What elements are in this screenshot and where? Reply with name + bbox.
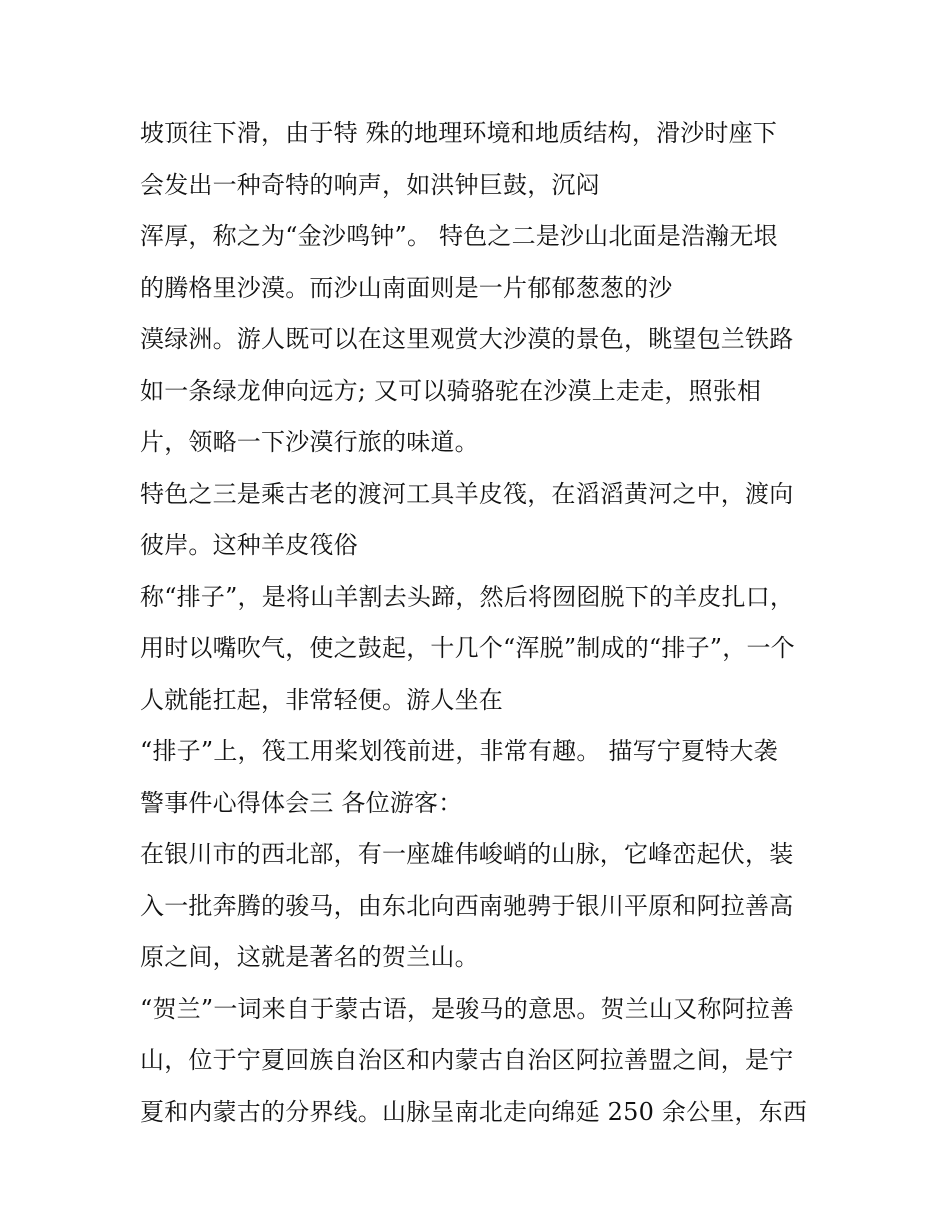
text-line: 的腾格里沙漠。而沙山南面则是一片郁郁葱葱的沙 xyxy=(140,273,673,302)
text-line: 警事件心得体会三 各位游客： xyxy=(140,788,463,817)
body-text xyxy=(140,108,830,1138)
text-line: 片，领略一下沙漠行旅的味道。 xyxy=(140,428,479,456)
text-line: 称“排子”，是将山羊割去头蹄，然后将囫囵脱下的羊皮扎口， xyxy=(140,582,795,611)
text-line: 夏和内蒙古的分界线。山脉呈南北走向绵延 250 余公里，东西 xyxy=(140,1097,808,1126)
text-line: 浑厚，称之为“金沙鸣钟”。 特色之二是沙山北面是浩瀚无垠 xyxy=(140,222,778,250)
text-line: 在银川市的西北部，有一座雄伟峻峭的山脉，它峰峦起伏，装 xyxy=(140,840,794,868)
text-line: “贺兰”一词来自于蒙古语，是骏马的意思。贺兰山又称阿拉善 xyxy=(140,994,795,1023)
text-line: 彼岸。这种羊皮筏俗 xyxy=(140,531,358,559)
text-line: 原之间，这就是著名的贺兰山。 xyxy=(140,943,479,971)
text-line: 人就能扛起，非常轻便。游人坐在 xyxy=(140,685,503,714)
text-line: 会发出一种奇特的响声，如洪钟巨鼓，沉闷 xyxy=(140,170,600,199)
text-line: 入一批奔腾的骏马，由东北向西南驰骋于银川平原和阿拉善高 xyxy=(140,891,794,920)
text-line: “排子”上，筏工用桨划筏前进，非常有趣。 描写宁夏特大袭 xyxy=(140,737,778,765)
text-line: 坡顶往下滑，由于特 殊的地理环境和地质结构，滑沙时座下 xyxy=(140,119,778,147)
text-line: 特色之三是乘古老的渡河工具羊皮筏，在滔滔黄河之中，渡向 xyxy=(140,479,794,508)
text-line: 漠绿洲。游人既可以在这里观赏大沙漠的景色，眺望包兰铁路 xyxy=(140,325,794,353)
text-line: 山，位于宁夏回族自治区和内蒙古自治区阿拉善盟之间，是宁 xyxy=(140,1046,794,1074)
text-line: 如一条绿龙伸向远方; 又可以骑骆驼在沙漠上走走，照张相 xyxy=(140,376,762,405)
text-line: 用时以嘴吹气，使之鼓起，十几个“浑脱”制成的“排子”，一个 xyxy=(140,634,795,662)
